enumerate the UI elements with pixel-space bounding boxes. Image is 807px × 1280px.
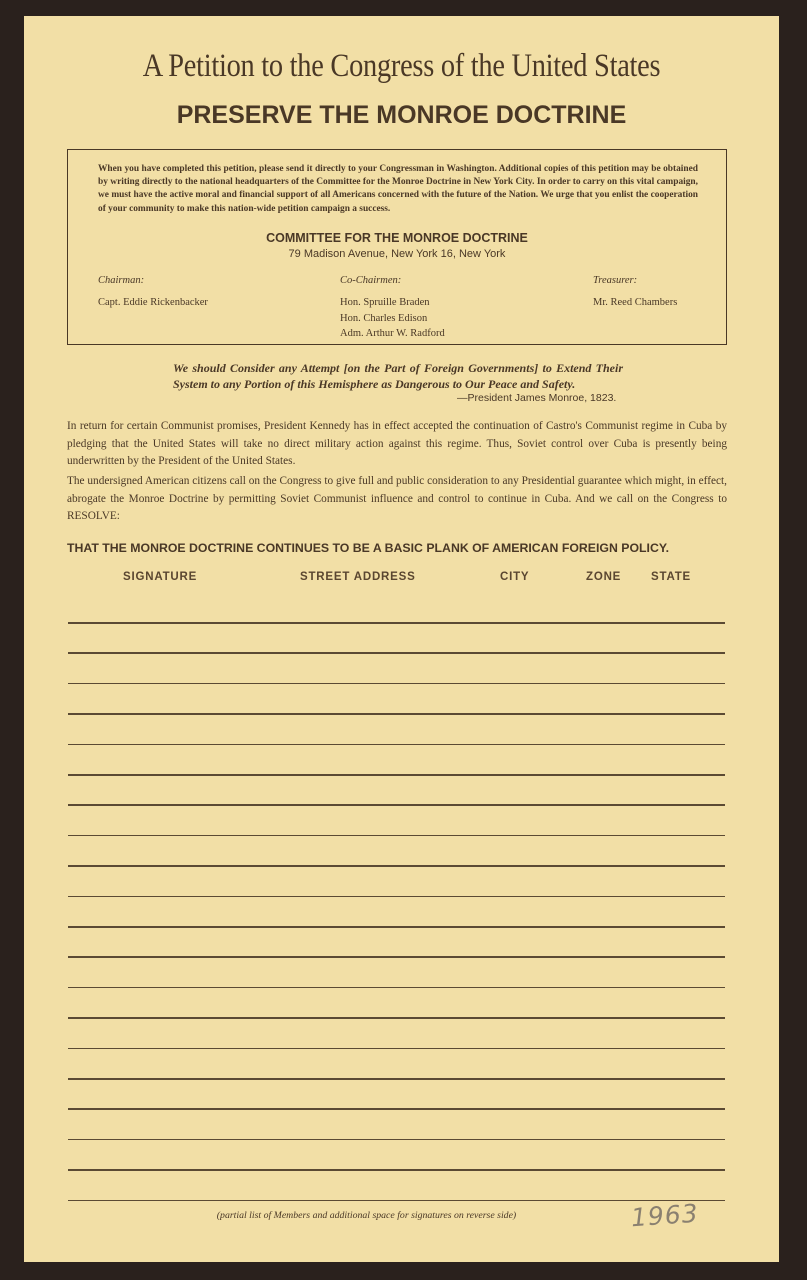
signature-line[interactable] [68,1200,725,1202]
quote-attribution: —President James Monroe, 1823. [457,392,617,404]
signature-line[interactable] [68,622,725,624]
officer-chairman [98,275,208,311]
committee-info-box [67,149,727,345]
officer-role: Treasurer: [593,275,638,286]
instructions-text: When you have completed this petition, please send it directly to your Congressman in Washington. Additional copies of this petition may be obtained by writing directly to the national headquarters of the Committee for the Monroe Doctrine in New York City. In order to carry on this vital campaign, we must have the active moral and financial support of all Americans concerned with the future of the Nation. We urge that you enlist the cooperation of your community to make this nation-wide petition campaign a success. [98,164,698,214]
officer-name: Mr. Reed Chambers [593,297,678,308]
signature-line[interactable] [68,683,725,685]
signature-line[interactable] [68,896,725,898]
signature-line[interactable] [68,1169,725,1171]
officer-name: Capt. Eddie Rickenbacker [98,297,208,308]
signature-line[interactable] [68,652,725,654]
officer-name: Hon. Charles Edison [340,312,428,324]
signature-line[interactable] [68,744,725,746]
signature-line[interactable] [68,987,725,989]
signature-line[interactable] [68,713,725,715]
signature-line[interactable] [68,1048,725,1050]
signature-line[interactable] [68,774,725,776]
signature-line[interactable] [68,1017,725,1019]
signature-line[interactable] [68,865,725,867]
monroe-quote: We should Consider any Attempt [on the Part of Foreign Governments] to Extend Their System to any Portion of this Hemisphere as Dangerous to Our Peace and Safety. [173,361,623,391]
signature-line[interactable] [68,804,725,806]
officer-name: Adm. Arthur W. Radford [340,328,445,339]
column-header-signature: SIGNATURE [123,571,198,583]
paragraph-kennedy: In return for certain Communist promises, President Kennedy has in effect accepted the continuation of Castro's Communist regime in Cuba by pledging that the United States will take no direct military action against this regime. Thus, Soviet control over Cuba is presently being underwritten by the President of the United States. [67,420,727,467]
footnote: (partial list of Members and additional space for signatures on reverse side) [216,1210,517,1221]
officer-role: Co-Chairmen: [340,275,402,286]
page-title: A Petition to the Congress of the United States [142,48,661,84]
signature-line[interactable] [68,835,725,837]
signature-line[interactable] [68,956,725,958]
column-header-street-address: STREET ADDRESS [300,571,416,583]
signature-line[interactable] [68,926,725,928]
officer-name: Hon. Spruille Braden [340,297,430,308]
officer-treasurer [593,275,677,311]
column-header-city: CITY [500,571,530,583]
column-header-zone: ZONE [586,571,622,583]
officer-co-chairmen [340,275,445,342]
committee-address: 79 Madison Avenue, New York 16, New York [288,248,506,260]
paragraph-call-to-congress: The undersigned American citizens call on the Congress to give full and public consideration to any Presidential guarantee which might, in effect, abrogate the Monroe Doctrine by permitting Soviet Communist influence and control to continue in Cuba. And we call on the Congress to RESOLVE: [67,475,727,522]
handwritten-year: 1963 [630,1198,700,1233]
signature-line[interactable] [68,1139,725,1141]
resolution-statement: THAT THE MONROE DOCTRINE CONTINUES TO BE A BASIC PLANK OF AMERICAN FOREIGN POLICY. [67,541,670,555]
column-header-state: STATE [651,571,691,583]
signature-line[interactable] [68,1078,725,1080]
signature-line[interactable] [68,1108,725,1110]
committee-name: COMMITTEE FOR THE MONROE DOCTRINE [266,231,528,245]
petition-page [24,16,779,1262]
officer-role: Chairman: [98,275,145,286]
page-subtitle: PRESERVE THE MONROE DOCTRINE [176,101,627,129]
